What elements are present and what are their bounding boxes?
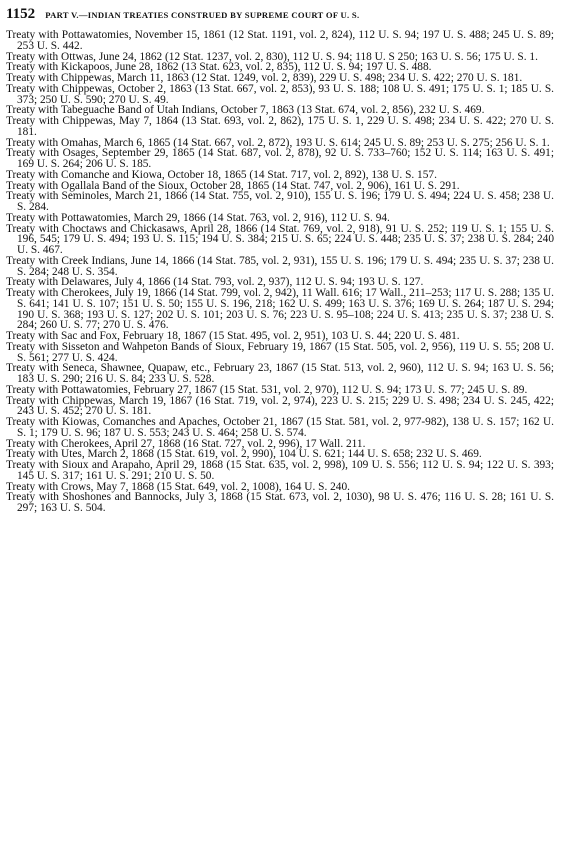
treaty-entry: Treaty with Utes, March 2, 1868 (15 Stat. 619, vol. 2, 990), 104 U. S. 621; 144 U. S. 658; 232 U. S. 469. <box>6 448 482 461</box>
treaty-entry: Treaty with Seneca, Shawnee, Quapaw, etc., February 23, 1867 (15 Stat. 513, vol. 2, 960), 112 U. S. 94; 163 U. S. 56; 183 U. S. 290; 216 U. S. 84; 233 U. S. 528. <box>6 362 554 385</box>
page-header <box>6 6 554 28</box>
treaty-entry: Treaty with Kiowas, Comanches and Apaches, October 21, 1867 (15 Stat. 581, vol. 2, 977-982), 138 U. S. 157; 162 U. S. 1; 179 U. S. 96; 187 U. S. 553; 243 U. S. 464; 258 U. S. 574. <box>6 416 554 439</box>
treaty-entry: Treaty with Comanche and Kiowa, October 18, 1865 (14 Stat. 717, vol. 2, 892), 138 U. S. 157. <box>6 168 437 181</box>
treaty-entry: Treaty with Chippewas, March 11, 1863 (12 Stat. 1249, vol. 2, 839), 229 U. S. 498; 234 U. S. 422; 270 U. S. 181. <box>6 72 523 84</box>
treaty-entry: Treaty with Choctaws and Chickasaws, April 28, 1866 (14 Stat. 769, vol. 2, 918), 91 U. S. 252; 119 U. S. 1; 155 U. S. 196, 545; 179 U. S. 494; 193 U. S. 115; 194 U. S. 384; 215 U. S. 65; 224 U. S. 448; 235 U. S. 37; 238 U. S. 284; 240 U. S. 467. <box>6 222 554 256</box>
treaty-entry: Treaty with Ottwas, June 24, 1862 (12 Stat. 1237, vol. 2, 830), 112 U. S. 94; 118 U. S 250; 163 U. S. 56; 175 U. S. 1. <box>6 50 538 63</box>
treaty-entry: Treaty with Ogallala Band of the Sioux, October 28, 1865 (14 Stat. 747, vol. 2, 906), 161 U. S. 291. <box>6 179 460 192</box>
treaty-entry: Treaty with Osages, September 29, 1865 (14 Stat. 687, vol. 2, 878), 92 U. S. 733–760; 152 U. S. 114; 163 U. S. 491; 169 U. S. 264; 206 U. S. 185. <box>6 147 554 170</box>
treaty-entry: Treaty with Sioux and Arapaho, April 29, 1868 (15 Stat. 635, vol. 2, 998), 109 U. S. 556; 112 U. S. 94; 122 U. S. 393; 145 U. S. 317; 161 U. S. 291; 210 U. S. 50. <box>6 459 554 482</box>
treaty-entry: Treaty with Omahas, March 6, 1865 (14 Stat. 667, vol. 2, 872), 193 U. S. 614; 245 U. S. 89; 253 U. S. 275; 256 U. S. 1. <box>6 136 550 149</box>
treaty-entry: Treaty with Chippewas, March 19, 1867 (16 Stat. 719, vol. 2, 974), 223 U. S. 215; 229 U. S. 498; 234 U. S. 245, 422; 243 U. S. 452; 270 U. S. 181. <box>6 394 554 418</box>
treaty-entry: Treaty with Tabeguache Band of Utah Indians, October 7, 1863 (13 Stat. 674, vol. 2, 856), 232 U. S. 469. <box>6 104 485 117</box>
treaty-entry: Treaty with Crows, May 7, 1868 (15 Stat. 649, vol. 2, 1008), 164 U. S. 240. <box>6 480 350 493</box>
treaty-entry: Treaty with Delawares, July 4, 1866 (14 Stat. 793, vol. 2, 937), 112 U. S. 94; 193 U. S. 127. <box>6 276 424 289</box>
treaty-entry: Treaty with Sac and Fox, February 18, 1867 (15 Stat. 495, vol. 2, 951), 103 U. S. 44; 220 U. S. 481. <box>6 330 460 342</box>
running-head: PART V.—INDIAN TREATIES CONSTRUED BY SUPREME COURT OF U. S. <box>45 10 360 20</box>
treaty-entry: Treaty with Pottawatomies, November 15, 1861 (12 Stat. 1191, vol. 2, 824), 112 U. S. 94; 197 U. S. 488; 245 U. S. 89; 253 U. S. 442. <box>6 29 554 52</box>
treaty-entry: Treaty with Shoshones and Bannocks, July 3, 1868 (15 Stat. 673, vol. 2, 1030), 98 U. S. 476; 116 U. S. 28; 161 U. S. 297; 163 U. S. 504. <box>6 491 554 514</box>
treaty-entry: Treaty with Creek Indians, June 14, 1866 (14 Stat. 785, vol. 2, 931), 155 U. S. 196; 179 U. S. 494; 235 U. S. 37; 238 U. S. 284; 248 U. S. 354. <box>6 254 554 278</box>
treaty-list <box>6 30 554 514</box>
treaty-entry: Treaty with Chippewas, May 7, 1864 (13 Stat. 693, vol. 2, 862), 175 U. S. 1, 229 U. S. 498; 234 U. S. 422; 270 U. S. 181. <box>6 115 554 138</box>
page-number: 1152 <box>6 6 36 22</box>
treaty-entry: Treaty with Seminoles, March 21, 1866 (14 Stat. 755, vol. 2, 910), 155 U. S. 196; 179 U. S. 494; 224 U. S. 458; 238 U. S. 284. <box>6 190 554 213</box>
treaty-entry: Treaty with Pottawatomies, March 29, 1866 (14 Stat. 763, vol. 2, 916), 112 U. S. 94. <box>6 211 390 224</box>
treaty-entry: Treaty with Kickapoos, June 28, 1862 (13 Stat. 623, vol. 2, 835), 112 U. S. 94; 197 U. S. 488. <box>6 61 432 74</box>
treaty-entry: Treaty with Sisseton and Wahpeton Bands of Sioux, February 19, 1867 (15 Stat. 505, vol. 2, 956), 119 U. S. 55; 208 U. S. 561; 277 U. S. 424. <box>6 340 554 364</box>
treaty-entry: Treaty with Pottawatomies, February 27, 1867 (15 Stat. 531, vol. 2, 970), 112 U. S. 94; 173 U. S. 77; 245 U. S. 89. <box>6 383 528 396</box>
treaty-entry: Treaty with Cherokees, July 19, 1866 (14 Stat. 799, vol. 2, 942), 11 Wall. 616; 17 Wall., 211–253; 117 U. S. 288; 135 U. S. 641; 141 U. S. 107; 151 U. S. 50; 155 U. S. 196, 218; 162 U. S. 499; 163 U. S. 376; 169 U. S. 264; 187 U. S. 294; 190 U. S. 368; 193 U. S. 127; 202 U. S. 101; 203 U. S. 76; 223 U. S. 95–108; 224 U. S. 413; 235 U. S. 37; 238 U. S. 284; 260 U. S. 77; 270 U. S. 476. <box>6 287 554 332</box>
treaty-entry: Treaty with Chippewas, October 2, 1863 (13 Stat. 667, vol. 2, 853), 93 U. S. 188; 108 U. S. 491; 175 U. S. 1; 185 U. S. 373; 250 U. S. 590; 270 U. S. 49. <box>6 82 554 106</box>
treaty-entry: Treaty with Cherokees, April 27, 1868 (16 Stat. 727, vol. 2, 996), 17 Wall. 211. <box>6 437 366 450</box>
